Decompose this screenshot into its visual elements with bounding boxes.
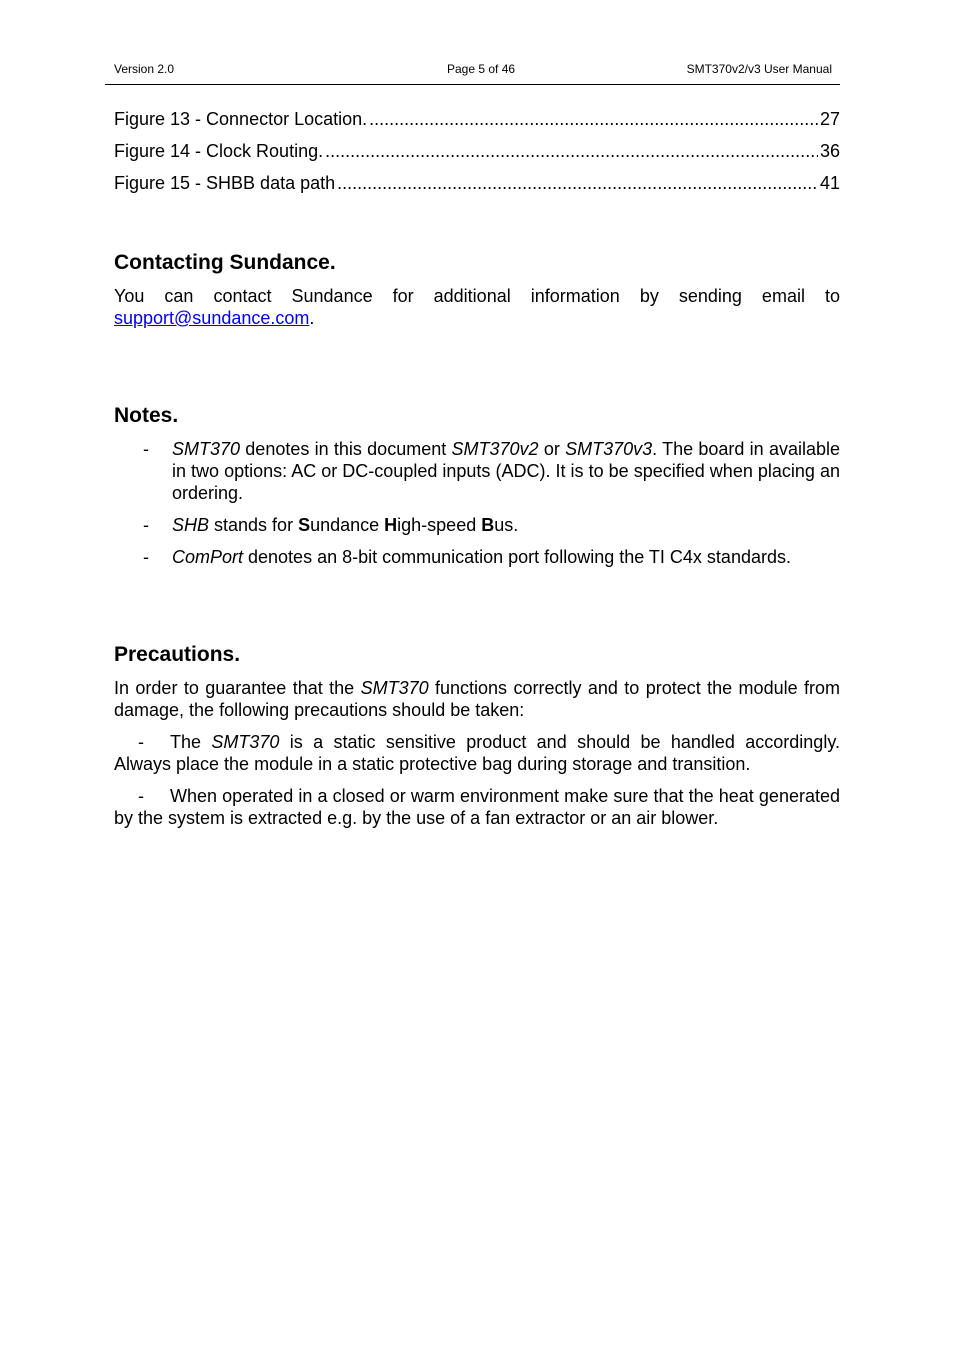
toc-title: Figure 13 - Connector Location. bbox=[114, 109, 368, 129]
term-smt370: SMT370 bbox=[172, 439, 241, 459]
precaution-dash: - bbox=[138, 732, 144, 752]
precaution-item-heat bbox=[114, 785, 840, 829]
contacting-heading: Contacting Sundance. bbox=[114, 251, 336, 274]
note-item-smt370 bbox=[114, 438, 840, 504]
toc-entry-figure-13[interactable] bbox=[114, 107, 840, 131]
note-text bbox=[172, 546, 840, 568]
notes-heading: Notes. bbox=[114, 404, 179, 427]
precaution-text: When operated in a closed or warm environment make sure that the heat generated by the system is extracted e.g. by the use of a fan extractor or an air blower. bbox=[114, 786, 840, 828]
toc-title: Figure 15 - SHBB data path bbox=[114, 173, 336, 193]
toc-leader bbox=[337, 171, 818, 195]
contacting-paragraph bbox=[114, 285, 840, 329]
note-item-shb bbox=[114, 514, 840, 536]
precaution-text-part: The bbox=[170, 732, 212, 752]
toc-page: 27 bbox=[819, 109, 840, 129]
note-item-comport bbox=[114, 546, 840, 568]
intro-text-part: In order to guarantee that the bbox=[114, 678, 361, 698]
precaution-dash: - bbox=[138, 786, 144, 806]
term-shb: SHB bbox=[172, 515, 210, 535]
precaution-item-static bbox=[114, 731, 840, 775]
note-text-part: us. bbox=[494, 515, 519, 535]
toc-leader bbox=[325, 139, 818, 163]
toc-title: Figure 14 - Clock Routing. bbox=[114, 141, 324, 161]
header-page-number: Page 5 of 46 bbox=[447, 62, 516, 76]
intro-text-part: functions correctly and to protect the module from damage, the following precautions should be taken: bbox=[114, 678, 840, 720]
toc-entry-figure-14[interactable] bbox=[114, 139, 840, 163]
header-rule bbox=[105, 84, 840, 85]
precautions-heading: Precautions. bbox=[114, 643, 241, 666]
precaution-text-part: is a static sensitive product and should be handled accordingly. Always place the module in a static protective bag during storage and transition. bbox=[114, 732, 840, 774]
note-dash: - bbox=[143, 547, 149, 567]
toc-page: 41 bbox=[819, 173, 840, 193]
note-dash: - bbox=[143, 515, 149, 535]
note-text bbox=[172, 438, 840, 504]
term-smt370: SMT370 bbox=[360, 678, 429, 698]
contacting-period: . bbox=[309, 308, 315, 328]
note-text-part: stands for bbox=[209, 515, 299, 535]
term-smt370v2: SMT370v2 bbox=[451, 439, 539, 459]
bold-letter: B bbox=[481, 515, 495, 535]
note-text-part: or bbox=[538, 439, 566, 459]
term-comport: ComPort bbox=[172, 547, 244, 567]
term-smt370: SMT370 bbox=[211, 732, 280, 752]
note-text bbox=[172, 514, 840, 536]
note-text-part: denotes in this document bbox=[240, 439, 452, 459]
term-smt370v3: SMT370v3 bbox=[565, 439, 653, 459]
note-text-part: igh-speed bbox=[397, 515, 482, 535]
support-email-link[interactable]: support@sundance.com bbox=[114, 308, 310, 328]
note-text-part: undance bbox=[310, 515, 385, 535]
bold-letter: S bbox=[298, 515, 311, 535]
precautions-intro bbox=[114, 677, 840, 721]
page-header bbox=[114, 62, 832, 80]
note-text-part: . The board in available in two options: AC or DC-coupled inputs (ADC). It is to be specified when placing an ordering. bbox=[172, 439, 840, 503]
contacting-text: You can contact Sundance for additional information by sending email to bbox=[114, 286, 840, 306]
bold-letter: H bbox=[384, 515, 398, 535]
note-dash: - bbox=[143, 439, 149, 459]
toc-leader bbox=[369, 107, 818, 131]
toc-page: 36 bbox=[819, 141, 840, 161]
note-text-part: denotes an 8-bit communication port following the TI C4x standards. bbox=[243, 547, 791, 567]
toc-entry-figure-15[interactable] bbox=[114, 171, 840, 195]
header-manual-title: SMT370v2/v3 User Manual bbox=[686, 62, 832, 76]
header-version: Version 2.0 bbox=[114, 62, 175, 76]
